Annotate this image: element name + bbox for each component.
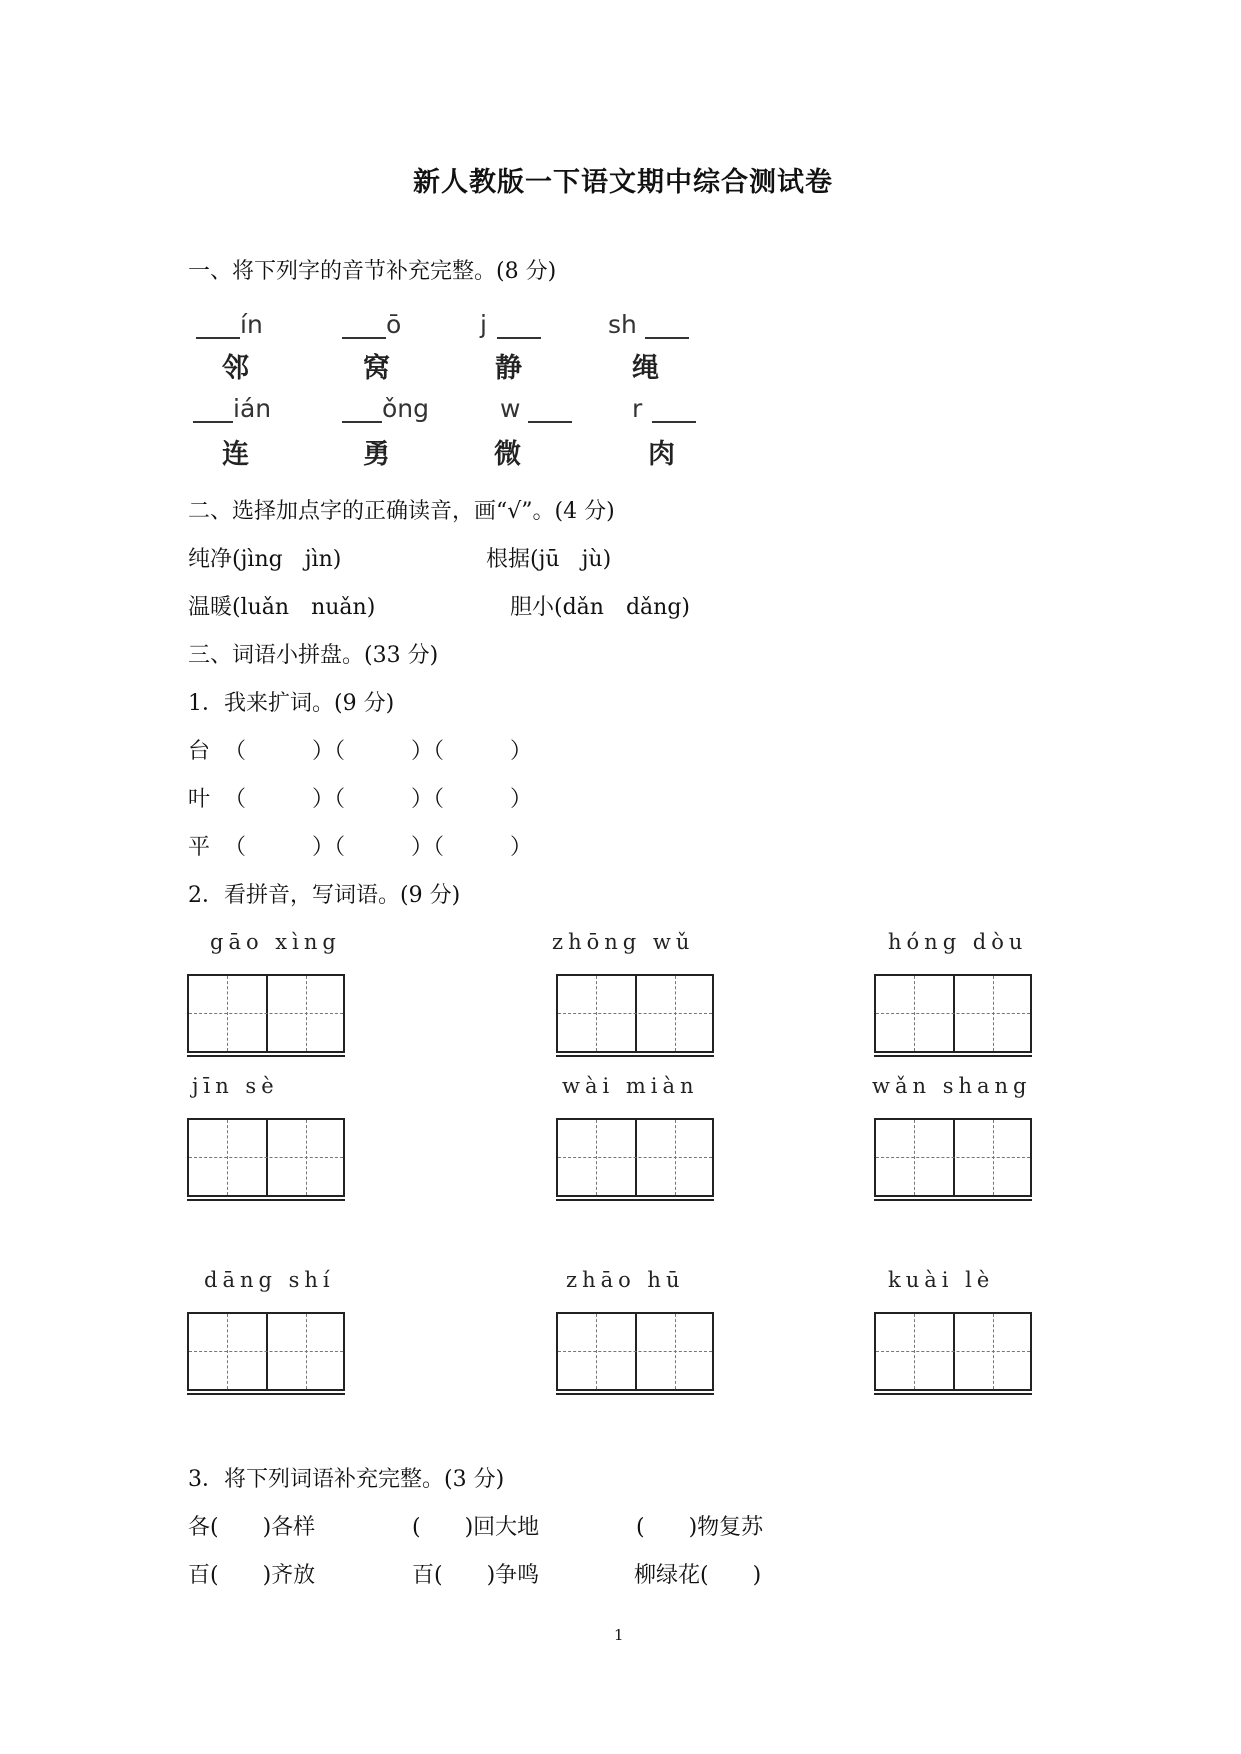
pinyin-label: wǎn shang — [872, 1074, 1032, 1098]
reading-choice: 胆小(dǎn dǎng) — [510, 595, 691, 620]
part3-heading: 3．将下列词语补充完整。(3 分) — [188, 1467, 505, 1492]
writing-grid[interactable] — [874, 1312, 1032, 1391]
reading-choice: 纯净(jìng jìn) — [188, 547, 342, 572]
section2-heading: 二、选择加点字的正确读音，画“√”。(4 分) — [188, 499, 615, 524]
pinyin-label: gāo xìng — [210, 930, 341, 954]
expand-word-row: 平 （ ）（ ）（ ） — [188, 835, 533, 860]
reading-choice: 温暖(luǎn nuǎn) — [188, 595, 376, 620]
expand-word-row: 台 （ ）（ ）（ ） — [188, 739, 533, 764]
writing-grid[interactable] — [187, 974, 345, 1053]
pinyin-label: hóng dòu — [888, 930, 1028, 954]
pinyin-label: wài miàn — [562, 1074, 699, 1098]
writing-grid[interactable] — [556, 974, 714, 1053]
page-title: 新人教版一下语文期中综合测试卷 — [413, 167, 833, 198]
idiom-blank: 各( )各样 — [188, 1515, 316, 1540]
page-number: 1 — [614, 1626, 624, 1644]
section1-heading: 一、将下列字的音节补充完整。(8 分) — [188, 259, 557, 284]
writing-grid[interactable] — [187, 1118, 345, 1197]
idiom-blank: ( )物复苏 — [636, 1515, 764, 1540]
writing-grid[interactable] — [187, 1312, 345, 1391]
pinyin-label: dāng shí — [204, 1268, 335, 1292]
section3-heading: 三、词语小拼盘。(33 分) — [188, 643, 439, 668]
idiom-blank: 百( )齐放 — [188, 1563, 316, 1588]
expand-word-row: 叶 （ ）（ ）（ ） — [188, 787, 533, 812]
writing-grid[interactable] — [874, 1118, 1032, 1197]
writing-grid[interactable] — [556, 1312, 714, 1391]
pinyin-label: kuài lè — [888, 1268, 995, 1292]
part1-heading: 1．我来扩词。(9 分) — [188, 691, 395, 716]
pinyin-label: jīn sè — [192, 1074, 279, 1098]
writing-grid[interactable] — [556, 1118, 714, 1197]
reading-choice: 根据(jū jù) — [486, 547, 612, 572]
idiom-blank: 柳绿花( ) — [634, 1563, 762, 1588]
part2-heading: 2．看拼音，写词语。(9 分) — [188, 883, 461, 908]
pinyin-label: zhāo hū — [566, 1268, 685, 1292]
pinyin-label: zhōng wǔ — [552, 930, 695, 954]
writing-grid[interactable] — [874, 974, 1032, 1053]
idiom-blank: ( )回大地 — [412, 1515, 540, 1540]
idiom-blank: 百( )争鸣 — [412, 1563, 540, 1588]
